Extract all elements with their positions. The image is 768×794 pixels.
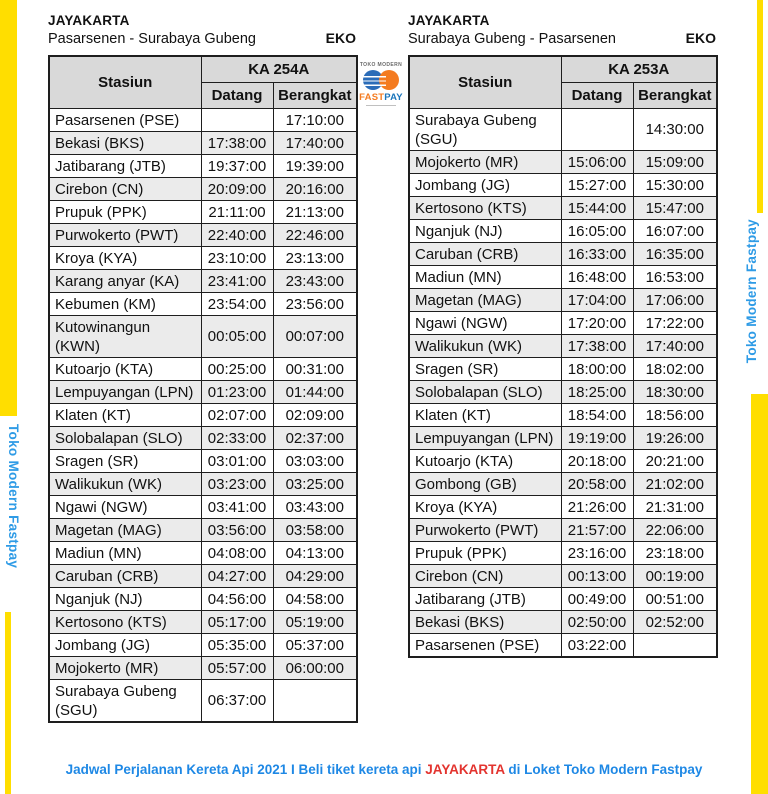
- table-row: [409, 266, 717, 289]
- depart-cell: 05:19:00: [273, 611, 357, 634]
- depart-cell: 02:37:00: [273, 427, 357, 450]
- arrive-cell: 23:54:00: [201, 293, 273, 316]
- table-row: [409, 109, 717, 151]
- table-row: [409, 312, 717, 335]
- arrive-cell: 03:23:00: [201, 473, 273, 496]
- station-cell: Lempuyangan (LPN): [409, 427, 561, 450]
- station-cell: Magetan (MAG): [49, 519, 201, 542]
- station-cell: Surabaya Gubeng (SGU): [409, 109, 561, 151]
- depart-cell: 16:07:00: [633, 220, 717, 243]
- table-row: [409, 427, 717, 450]
- table-row: [409, 450, 717, 473]
- arrive-cell: 15:06:00: [561, 151, 633, 174]
- station-cell: Magetan (MAG): [409, 289, 561, 312]
- depart-cell: 04:29:00: [273, 565, 357, 588]
- arrive-cell: 01:23:00: [201, 381, 273, 404]
- table-row: [49, 519, 357, 542]
- fastpay-wordmark: [354, 92, 408, 103]
- arrive-cell: 05:17:00: [201, 611, 273, 634]
- depart-cell: 05:37:00: [273, 634, 357, 657]
- depart-cell: [273, 680, 357, 723]
- station-cell: Ngawi (NGW): [409, 312, 561, 335]
- arrive-cell: 20:58:00: [561, 473, 633, 496]
- station-cell: Solobalapan (SLO): [49, 427, 201, 450]
- footer-train-name: JAYAKARTA: [425, 762, 505, 777]
- table-row: [49, 178, 357, 201]
- station-cell: Klaten (KT): [409, 404, 561, 427]
- table-row: [409, 220, 717, 243]
- table-row: [49, 224, 357, 247]
- table-row: [409, 519, 717, 542]
- class-label: EKO: [325, 30, 356, 46]
- arrive-cell: 00:05:00: [201, 316, 273, 358]
- station-cell: Walikukun (WK): [409, 335, 561, 358]
- station-cell: Kutowinangun (KWN): [49, 316, 201, 358]
- station-cell: Walikukun (WK): [49, 473, 201, 496]
- station-cell: Pasarsenen (PSE): [49, 109, 201, 132]
- arrive-cell: 04:27:00: [201, 565, 273, 588]
- station-cell: Cirebon (CN): [409, 565, 561, 588]
- depart-cell: 03:25:00: [273, 473, 357, 496]
- depart-cell: 21:13:00: [273, 201, 357, 224]
- station-cell: Ngawi (NGW): [49, 496, 201, 519]
- station-cell: Solobalapan (SLO): [409, 381, 561, 404]
- arrive-cell: 03:56:00: [201, 519, 273, 542]
- table-row: [409, 358, 717, 381]
- train-number-header: KA 254A: [201, 56, 357, 83]
- table-row: [409, 174, 717, 197]
- route-row: [48, 30, 356, 47]
- depart-cell: [633, 634, 717, 658]
- logo-tagline-line: [366, 105, 396, 106]
- station-cell: Klaten (KT): [49, 404, 201, 427]
- station-cell: Nganjuk (NJ): [49, 588, 201, 611]
- station-cell: Lempuyangan (LPN): [49, 381, 201, 404]
- station-cell: Jombang (JG): [409, 174, 561, 197]
- arrive-cell: 02:33:00: [201, 427, 273, 450]
- arrive-cell: 17:20:00: [561, 312, 633, 335]
- station-cell: Cirebon (CN): [49, 178, 201, 201]
- depart-cell: 16:35:00: [633, 243, 717, 266]
- table-row: [49, 316, 357, 358]
- depart-cell: 01:44:00: [273, 381, 357, 404]
- left-vertical-brand-text: Toko Modern Fastpay: [6, 424, 21, 569]
- station-cell: Bekasi (BKS): [409, 611, 561, 634]
- class-label: EKO: [685, 30, 716, 46]
- depart-column-header: Berangkat: [633, 83, 717, 109]
- route-label: Pasarsenen - Surabaya Gubeng: [48, 31, 256, 47]
- depart-cell: 17:06:00: [633, 289, 717, 312]
- depart-cell: 00:19:00: [633, 565, 717, 588]
- outbound-timetable: [48, 55, 358, 723]
- station-cell: Kroya (KYA): [409, 496, 561, 519]
- table-row: [409, 496, 717, 519]
- depart-cell: 00:51:00: [633, 588, 717, 611]
- station-cell: Madiun (MN): [409, 266, 561, 289]
- station-cell: Jatibarang (JTB): [409, 588, 561, 611]
- station-cell: Sragen (SR): [49, 450, 201, 473]
- station-cell: Jatibarang (JTB): [49, 155, 201, 178]
- depart-cell: 18:30:00: [633, 381, 717, 404]
- depart-cell: 23:13:00: [273, 247, 357, 270]
- depart-cell: 02:09:00: [273, 404, 357, 427]
- table-row: [49, 473, 357, 496]
- table-row: [49, 680, 357, 723]
- left-yellow-stripe-top: [0, 0, 17, 416]
- arrive-cell: 19:19:00: [561, 427, 633, 450]
- arrive-cell: 04:08:00: [201, 542, 273, 565]
- table-row: [49, 588, 357, 611]
- footer-text-right: di Loket Toko Modern Fastpay: [504, 762, 703, 777]
- table-row: [409, 289, 717, 312]
- train-number-header: KA 253A: [561, 56, 717, 83]
- table-row: [409, 151, 717, 174]
- arrive-cell: 03:41:00: [201, 496, 273, 519]
- fastpay-circles-icon: [363, 69, 399, 91]
- arrive-cell: 18:25:00: [561, 381, 633, 404]
- speed-lines-icon: [359, 73, 386, 87]
- table-row: [49, 657, 357, 680]
- table-row: [409, 335, 717, 358]
- station-cell: Kertosono (KTS): [409, 197, 561, 220]
- depart-cell: 15:09:00: [633, 151, 717, 174]
- footer-text-left: Jadwal Perjalanan Kereta Api 2021 I Beli tiket kereta api: [65, 762, 426, 777]
- depart-cell: 22:06:00: [633, 519, 717, 542]
- station-cell: Kroya (KYA): [49, 247, 201, 270]
- depart-cell: 02:52:00: [633, 611, 717, 634]
- depart-cell: 03:43:00: [273, 496, 357, 519]
- arrive-column-header: Datang: [561, 83, 633, 109]
- table-row: [49, 496, 357, 519]
- arrive-cell: 06:37:00: [201, 680, 273, 723]
- depart-cell: 17:40:00: [633, 335, 717, 358]
- arrive-cell: 02:07:00: [201, 404, 273, 427]
- train-name-title: JAYAKARTA: [48, 13, 130, 28]
- table-row: [409, 542, 717, 565]
- table-row: [49, 132, 357, 155]
- table-row: [49, 358, 357, 381]
- arrive-cell: 18:54:00: [561, 404, 633, 427]
- arrive-cell: 22:40:00: [201, 224, 273, 247]
- arrive-cell: 04:56:00: [201, 588, 273, 611]
- depart-cell: 16:53:00: [633, 266, 717, 289]
- depart-cell: 14:30:00: [633, 109, 717, 151]
- arrive-cell: 17:04:00: [561, 289, 633, 312]
- depart-cell: 00:07:00: [273, 316, 357, 358]
- depart-cell: 18:02:00: [633, 358, 717, 381]
- arrive-cell: 21:57:00: [561, 519, 633, 542]
- station-cell: Surabaya Gubeng (SGU): [49, 680, 201, 723]
- arrive-cell: 23:10:00: [201, 247, 273, 270]
- depart-cell: 17:22:00: [633, 312, 717, 335]
- table-row: [49, 565, 357, 588]
- table-row: [49, 155, 357, 178]
- table-row: [49, 634, 357, 657]
- right-yellow-stripe-bottom: [751, 394, 768, 794]
- toko-modern-fastpay-logo: [354, 62, 408, 106]
- route-label: Surabaya Gubeng - Pasarsenen: [408, 31, 616, 47]
- station-cell: Purwokerto (PWT): [49, 224, 201, 247]
- arrive-cell: 20:09:00: [201, 178, 273, 201]
- table-row: [409, 197, 717, 220]
- table-row: [409, 611, 717, 634]
- arrive-cell: 02:50:00: [561, 611, 633, 634]
- table-row: [49, 270, 357, 293]
- depart-cell: 20:21:00: [633, 450, 717, 473]
- depart-cell: 03:58:00: [273, 519, 357, 542]
- arrive-cell: 03:01:00: [201, 450, 273, 473]
- station-cell: Nganjuk (NJ): [409, 220, 561, 243]
- fastpay-word-pay: PAY: [384, 92, 403, 103]
- depart-cell: 06:00:00: [273, 657, 357, 680]
- return-timetable: [408, 55, 718, 658]
- table-row: [409, 588, 717, 611]
- arrive-cell: 05:35:00: [201, 634, 273, 657]
- table-row: [49, 427, 357, 450]
- arrive-cell: 18:00:00: [561, 358, 633, 381]
- station-cell: Caruban (CRB): [49, 565, 201, 588]
- route-row: [408, 30, 716, 47]
- table-row: [49, 542, 357, 565]
- station-cell: Mojokerto (MR): [409, 151, 561, 174]
- arrive-cell: 00:25:00: [201, 358, 273, 381]
- arrive-cell: 21:26:00: [561, 496, 633, 519]
- depart-cell: 18:56:00: [633, 404, 717, 427]
- arrive-cell: [201, 109, 273, 132]
- depart-cell: 23:18:00: [633, 542, 717, 565]
- arrive-cell: 00:49:00: [561, 588, 633, 611]
- station-cell: Kutoarjo (KTA): [49, 358, 201, 381]
- arrive-cell: 21:11:00: [201, 201, 273, 224]
- arrive-cell: 15:27:00: [561, 174, 633, 197]
- table-row: [409, 473, 717, 496]
- depart-cell: 04:58:00: [273, 588, 357, 611]
- station-cell: Pasarsenen (PSE): [409, 634, 561, 658]
- depart-cell: 00:31:00: [273, 358, 357, 381]
- depart-column-header: Berangkat: [273, 83, 357, 109]
- station-cell: Caruban (CRB): [409, 243, 561, 266]
- arrive-cell: 00:13:00: [561, 565, 633, 588]
- arrive-cell: 23:16:00: [561, 542, 633, 565]
- arrive-cell: 23:41:00: [201, 270, 273, 293]
- table-row: [49, 109, 357, 132]
- fastpay-word-fast: FAST: [359, 92, 385, 103]
- arrive-cell: 16:33:00: [561, 243, 633, 266]
- depart-cell: 17:10:00: [273, 109, 357, 132]
- depart-cell: 15:30:00: [633, 174, 717, 197]
- arrive-cell: 05:57:00: [201, 657, 273, 680]
- arrive-cell: 19:37:00: [201, 155, 273, 178]
- table-row: [49, 247, 357, 270]
- table-row: [49, 450, 357, 473]
- depart-cell: 15:47:00: [633, 197, 717, 220]
- depart-cell: 21:02:00: [633, 473, 717, 496]
- station-cell: Mojokerto (MR): [49, 657, 201, 680]
- arrive-cell: 17:38:00: [201, 132, 273, 155]
- station-cell: Prupuk (PPK): [49, 201, 201, 224]
- table-row: [49, 201, 357, 224]
- station-column-header: Stasiun: [49, 56, 201, 109]
- station-cell: Kertosono (KTS): [49, 611, 201, 634]
- arrive-cell: 03:22:00: [561, 634, 633, 658]
- station-cell: Purwokerto (PWT): [409, 519, 561, 542]
- depart-cell: 19:26:00: [633, 427, 717, 450]
- table-row: [409, 404, 717, 427]
- station-cell: Madiun (MN): [49, 542, 201, 565]
- depart-cell: 23:43:00: [273, 270, 357, 293]
- station-column-header: Stasiun: [409, 56, 561, 109]
- station-cell: Gombong (GB): [409, 473, 561, 496]
- outbound-schedule-panel: [48, 13, 356, 723]
- depart-cell: 19:39:00: [273, 155, 357, 178]
- depart-cell: 03:03:00: [273, 450, 357, 473]
- depart-cell: 20:16:00: [273, 178, 357, 201]
- arrive-cell: 20:18:00: [561, 450, 633, 473]
- station-cell: Kebumen (KM): [49, 293, 201, 316]
- table-row: [409, 243, 717, 266]
- arrive-cell: 17:38:00: [561, 335, 633, 358]
- right-vertical-brand-text: Toko Modern Fastpay: [744, 219, 759, 364]
- table-row: [409, 565, 717, 588]
- station-cell: Kutoarjo (KTA): [409, 450, 561, 473]
- arrive-column-header: Datang: [201, 83, 273, 109]
- logo-top-text: TOKO MODERN: [359, 62, 403, 68]
- station-cell: Sragen (SR): [409, 358, 561, 381]
- station-cell: Karang anyar (KA): [49, 270, 201, 293]
- depart-cell: 23:56:00: [273, 293, 357, 316]
- arrive-cell: 16:48:00: [561, 266, 633, 289]
- table-row: [49, 381, 357, 404]
- table-row: [409, 381, 717, 404]
- arrive-cell: 16:05:00: [561, 220, 633, 243]
- depart-cell: 17:40:00: [273, 132, 357, 155]
- arrive-cell: [561, 109, 633, 151]
- arrive-cell: 15:44:00: [561, 197, 633, 220]
- table-row: [409, 634, 717, 658]
- depart-cell: 21:31:00: [633, 496, 717, 519]
- train-name-title: JAYAKARTA: [408, 13, 490, 28]
- station-cell: Bekasi (BKS): [49, 132, 201, 155]
- table-row: [49, 404, 357, 427]
- table-row: [49, 611, 357, 634]
- depart-cell: 04:13:00: [273, 542, 357, 565]
- footer-caption: [0, 762, 768, 777]
- depart-cell: 22:46:00: [273, 224, 357, 247]
- station-cell: Prupuk (PPK): [409, 542, 561, 565]
- table-row: [49, 293, 357, 316]
- return-schedule-panel: [408, 13, 716, 658]
- right-yellow-line-top: [757, 0, 763, 213]
- station-cell: Jombang (JG): [49, 634, 201, 657]
